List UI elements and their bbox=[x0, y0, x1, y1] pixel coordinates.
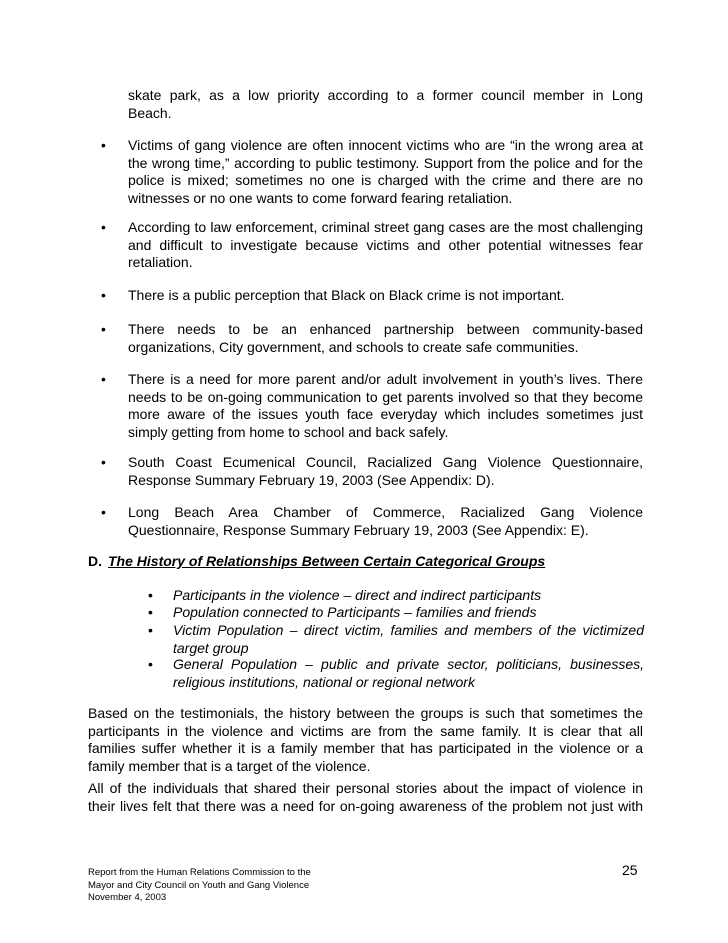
body-paragraph: All of the individuals that shared their personal stories about the impact of violence in their lives felt that there was a need for on-going awareness of the problem not just with bbox=[88, 780, 643, 814]
bullet-dot: • bbox=[101, 219, 106, 235]
bullet-dot: • bbox=[101, 504, 106, 520]
bullet-text: There is a need for more parent and/or adult involvement in youth’s lives. There needs to be on-going communication to get parents involved so that they become more aware of the issues youth face everyday which includes sometimes just simply getting from home to school and back safely. bbox=[128, 371, 643, 440]
body-paragraph: Based on the testimonials, the history between the groups is such that sometimes the participants in the violence and victims are from the same family. It is clear that all families suffer whether it is a family member that has participated in the violence or a family member that is a target of the violence. bbox=[88, 705, 643, 774]
bullet-dot: • bbox=[148, 622, 153, 638]
intro-continuation bbox=[128, 87, 643, 122]
sub-bullet-text: Population connected to Participants – families and friends bbox=[173, 604, 537, 620]
sub-bullet-text: Participants in the violence – direct and indirect participants bbox=[173, 587, 542, 603]
sub-bullet-text: Victim Population – direct victim, families and members of the victimized target group bbox=[173, 622, 644, 656]
bullet-dot: • bbox=[148, 656, 153, 672]
bullet-text: Long Beach Area Chamber of Commerce, Racialized Gang Violence Questionnaire, Response Summary February 19, 2003 (See Appendix: E). bbox=[128, 504, 643, 538]
bullet-text: There needs to be an enhanced partnership between community-based organizations, City government, and schools to create safe communities. bbox=[128, 321, 643, 355]
bullet-text: According to law enforcement, criminal street gang cases are the most challenging and difficult to investigate because victims and other potential witnesses fear retaliation. bbox=[128, 219, 643, 270]
footer-line-2: Mayor and City Council on Youth and Gang Violence bbox=[88, 879, 310, 891]
bullet-dot: • bbox=[101, 454, 106, 470]
bullet-text: Victims of gang violence are often innocent victims who are “in the wrong area at the wrong time,” according to public testimony. Support from the police and for the police is mixed; sometimes no one is charged with the crime and there are no witnesses or no one wants to come forward fearing retaliation. bbox=[128, 137, 643, 206]
section-title: The History of Relationships Between Certain Categorical Groups bbox=[108, 553, 546, 569]
bullet-text: South Coast Ecumenical Council, Racialized Gang Violence Questionnaire, Response Summary February 19, 2003 (See Appendix: D). bbox=[128, 454, 643, 488]
sub-bullet-text: General Population – public and private sector, politicians, businesses, religious institutions, national or regional network bbox=[173, 656, 644, 690]
footer bbox=[88, 867, 388, 905]
bullet-dot: • bbox=[101, 287, 106, 303]
bullet-text: There is a public perception that Black on Black crime is not important. bbox=[128, 287, 565, 303]
footer-line-3: November 4, 2003 bbox=[88, 892, 167, 903]
bullet-dot: • bbox=[148, 587, 153, 603]
bullet-dot: • bbox=[101, 371, 106, 387]
intro-line-1: skate park, as a low priority according to a former council member in Long bbox=[128, 87, 643, 103]
intro-line-2: Beach. bbox=[128, 104, 172, 121]
page-number: 25 bbox=[622, 862, 638, 878]
bullet-dot: • bbox=[101, 321, 106, 337]
footer-line-1: Report from the Human Relations Commission to the bbox=[88, 867, 311, 878]
bullet-dot: • bbox=[148, 604, 153, 620]
bullet-dot: • bbox=[101, 137, 106, 153]
section-letter: D. bbox=[88, 553, 102, 569]
